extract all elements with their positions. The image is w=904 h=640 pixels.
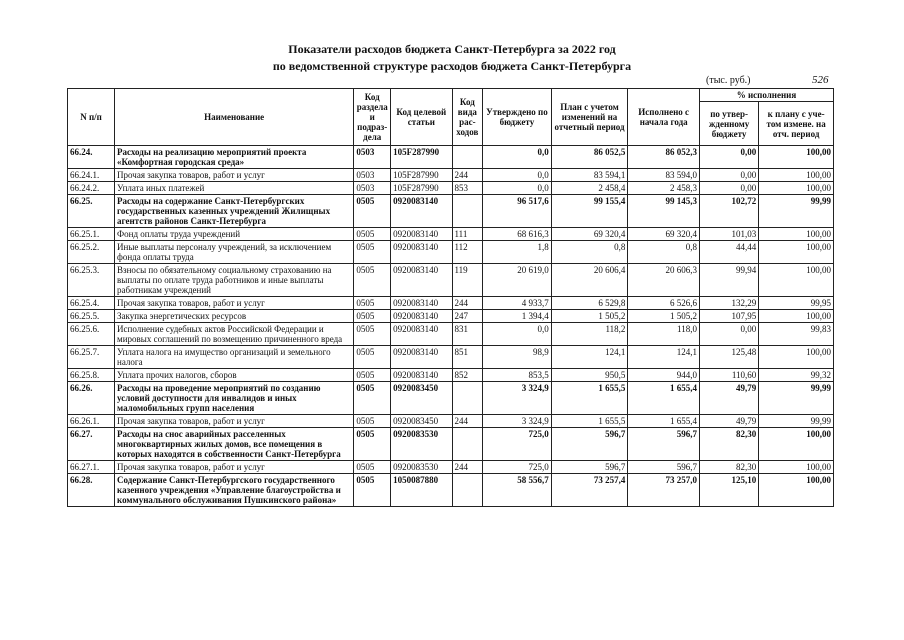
row-pct-plan: 100,00 — [759, 241, 834, 264]
row-approved: 3 324,9 — [483, 415, 552, 428]
row-approved: 853,5 — [483, 369, 552, 382]
header-approved: Утверждено по бюджету — [483, 89, 552, 146]
row-executed: 118,0 — [628, 323, 700, 346]
row-vid-code: 852 — [452, 369, 483, 382]
table-row — [68, 169, 834, 182]
row-executed: 596,7 — [628, 428, 700, 461]
row-vid-code — [452, 146, 483, 169]
row-name: Прочая закупка товаров, работ и услуг — [115, 297, 354, 310]
row-number: 66.26. — [68, 382, 115, 415]
row-plan: 124,1 — [551, 346, 628, 369]
row-name: Прочая закупка товаров, работ и услуг — [115, 461, 354, 474]
row-approved: 4 933,7 — [483, 297, 552, 310]
row-pct-approved: 107,95 — [699, 310, 758, 323]
row-approved: 0,0 — [483, 146, 552, 169]
row-pct-plan: 100,00 — [759, 428, 834, 461]
row-razdel-code: 0505 — [354, 474, 391, 507]
row-approved: 98,9 — [483, 346, 552, 369]
row-name: Фонд оплаты труда учреждений — [115, 228, 354, 241]
table-row — [68, 241, 834, 264]
row-razdel-code: 0503 — [354, 146, 391, 169]
row-number: 66.25.3. — [68, 264, 115, 297]
row-pct-approved: 44,44 — [699, 241, 758, 264]
row-approved: 725,0 — [483, 428, 552, 461]
row-approved: 725,0 — [483, 461, 552, 474]
row-number: 66.26.1. — [68, 415, 115, 428]
row-plan: 950,5 — [551, 369, 628, 382]
row-vid-code: 244 — [452, 297, 483, 310]
row-executed: 1 655,4 — [628, 382, 700, 415]
row-target-code: 0920083450 — [391, 415, 452, 428]
row-executed: 1 655,4 — [628, 415, 700, 428]
row-pct-plan: 100,00 — [759, 264, 834, 297]
row-number: 66.25.5. — [68, 310, 115, 323]
row-executed: 2 458,3 — [628, 182, 700, 195]
row-plan: 99 155,4 — [551, 195, 628, 228]
row-approved: 0,0 — [483, 169, 552, 182]
table-row — [68, 182, 834, 195]
row-vid-code: 112 — [452, 241, 483, 264]
table-row — [68, 310, 834, 323]
row-approved: 68 616,3 — [483, 228, 552, 241]
table-row — [68, 264, 834, 297]
row-pct-plan: 100,00 — [759, 461, 834, 474]
row-executed: 0,8 — [628, 241, 700, 264]
table-row — [68, 228, 834, 241]
row-approved: 1 394,4 — [483, 310, 552, 323]
header-target: Код целевой статьи — [391, 89, 452, 146]
row-pct-plan: 99,32 — [759, 369, 834, 382]
row-target-code: 105F287990 — [391, 182, 452, 195]
row-pct-plan: 100,00 — [759, 474, 834, 507]
row-razdel-code: 0505 — [354, 195, 391, 228]
row-executed: 99 145,3 — [628, 195, 700, 228]
header-pct-approved: по утвер-жденному бюджету — [699, 102, 758, 146]
table-row — [68, 369, 834, 382]
row-target-code: 105F287990 — [391, 146, 452, 169]
table-row — [68, 146, 834, 169]
row-approved: 20 619,0 — [483, 264, 552, 297]
row-pct-plan: 99,83 — [759, 323, 834, 346]
row-razdel-code: 0505 — [354, 228, 391, 241]
row-number: 66.28. — [68, 474, 115, 507]
row-target-code: 0920083140 — [391, 310, 452, 323]
row-number: 66.24.1. — [68, 169, 115, 182]
row-name: Уплата прочих налогов, сборов — [115, 369, 354, 382]
row-razdel-code: 0505 — [354, 310, 391, 323]
row-name: Закупка энергетических ресурсов — [115, 310, 354, 323]
row-target-code: 0920083140 — [391, 369, 452, 382]
row-plan: 1 655,5 — [551, 415, 628, 428]
row-name: Прочая закупка товаров, работ и услуг — [115, 169, 354, 182]
row-pct-approved: 99,94 — [699, 264, 758, 297]
row-plan: 69 320,4 — [551, 228, 628, 241]
row-plan: 2 458,4 — [551, 182, 628, 195]
row-vid-code — [452, 195, 483, 228]
row-target-code: 0920083530 — [391, 428, 452, 461]
header-pct-plan: к плану с уче-том измене. на отч. период — [759, 102, 834, 146]
header-pct-group: % исполнения — [699, 89, 833, 102]
row-approved: 0,0 — [483, 323, 552, 346]
row-executed: 83 594,0 — [628, 169, 700, 182]
row-pct-approved: 110,60 — [699, 369, 758, 382]
table-row — [68, 474, 834, 507]
table-row — [68, 382, 834, 415]
row-executed: 69 320,4 — [628, 228, 700, 241]
row-plan: 73 257,4 — [551, 474, 628, 507]
row-target-code: 0920083140 — [391, 323, 452, 346]
row-pct-plan: 99,99 — [759, 195, 834, 228]
header-name: Наименование — [115, 89, 354, 146]
table-row — [68, 346, 834, 369]
row-razdel-code: 0505 — [354, 428, 391, 461]
row-target-code: 0920083140 — [391, 195, 452, 228]
row-pct-plan: 99,95 — [759, 297, 834, 310]
table-row — [68, 415, 834, 428]
row-vid-code — [452, 382, 483, 415]
row-plan: 86 052,5 — [551, 146, 628, 169]
row-pct-plan: 99,99 — [759, 382, 834, 415]
units-label: (тыс. руб.) — [706, 75, 751, 86]
row-name: Иные выплаты персоналу учреждений, за исключением фонда оплаты труда — [115, 241, 354, 264]
row-plan: 83 594,1 — [551, 169, 628, 182]
row-name: Прочая закупка товаров, работ и услуг — [115, 415, 354, 428]
row-number: 66.25. — [68, 195, 115, 228]
row-number: 66.25.4. — [68, 297, 115, 310]
row-razdel-code: 0505 — [354, 415, 391, 428]
row-target-code: 0920083140 — [391, 228, 452, 241]
row-target-code: 0920083140 — [391, 297, 452, 310]
row-razdel-code: 0505 — [354, 461, 391, 474]
row-pct-plan: 100,00 — [759, 346, 834, 369]
budget-table — [67, 88, 834, 507]
row-executed: 124,1 — [628, 346, 700, 369]
row-target-code: 0920083140 — [391, 264, 452, 297]
row-plan: 596,7 — [551, 461, 628, 474]
row-executed: 86 052,3 — [628, 146, 700, 169]
row-pct-plan: 99,99 — [759, 415, 834, 428]
row-pct-approved: 0,00 — [699, 323, 758, 346]
row-razdel-code: 0503 — [354, 182, 391, 195]
row-pct-approved: 132,29 — [699, 297, 758, 310]
row-approved: 1,8 — [483, 241, 552, 264]
row-pct-approved: 125,48 — [699, 346, 758, 369]
row-number: 66.25.7. — [68, 346, 115, 369]
row-name: Расходы на снос аварийных расселенных многоквартирных жилых домов, все помещения в которых находятся в собственности Санкт-Петербурга — [115, 428, 354, 461]
row-vid-code: 119 — [452, 264, 483, 297]
row-razdel-code: 0505 — [354, 297, 391, 310]
table-row — [68, 461, 834, 474]
header-executed: Исполнено с начала года — [628, 89, 700, 146]
row-razdel-code: 0505 — [354, 264, 391, 297]
row-vid-code: 853 — [452, 182, 483, 195]
document-title-line-2: по ведомственной структуре расходов бюджета Санкт-Петербурга — [272, 59, 632, 73]
row-executed: 73 257,0 — [628, 474, 700, 507]
row-executed: 6 526,6 — [628, 297, 700, 310]
row-plan: 1 505,2 — [551, 310, 628, 323]
row-name: Исполнение судебных актов Российской Федерации и мировых соглашений по возмещению причиненного вреда — [115, 323, 354, 346]
row-vid-code: 831 — [452, 323, 483, 346]
row-vid-code — [452, 428, 483, 461]
header-num: N п/п — [68, 89, 115, 146]
row-razdel-code: 0505 — [354, 369, 391, 382]
row-pct-approved: 125,10 — [699, 474, 758, 507]
row-approved: 0,0 — [483, 182, 552, 195]
row-executed: 596,7 — [628, 461, 700, 474]
row-executed: 944,0 — [628, 369, 700, 382]
row-plan: 0,8 — [551, 241, 628, 264]
row-plan: 20 606,4 — [551, 264, 628, 297]
table-row — [68, 297, 834, 310]
row-name: Взносы по обязательному социальному страхованию на выплаты по оплате труда работников и иные выплаты работникам учреждений — [115, 264, 354, 297]
row-vid-code: 244 — [452, 461, 483, 474]
row-pct-approved: 102,72 — [699, 195, 758, 228]
header-vid: Код вида рас-ходов — [452, 89, 483, 146]
row-name: Расходы на проведение мероприятий по созданию условий доступности для инвалидов и иных маломобильных групп населения — [115, 382, 354, 415]
row-plan: 596,7 — [551, 428, 628, 461]
row-pct-approved: 0,00 — [699, 146, 758, 169]
row-razdel-code: 0505 — [354, 346, 391, 369]
row-pct-approved: 0,00 — [699, 169, 758, 182]
row-pct-plan: 100,00 — [759, 182, 834, 195]
row-number: 66.24. — [68, 146, 115, 169]
table-row — [68, 323, 834, 346]
row-pct-plan: 100,00 — [759, 228, 834, 241]
row-name: Содержание Санкт-Петербургского государственного казенного учреждения «Управление благоустройства и коммунального обслуживания Пушкинского района» — [115, 474, 354, 507]
row-pct-approved: 101,03 — [699, 228, 758, 241]
row-executed: 1 505,2 — [628, 310, 700, 323]
row-vid-code: 851 — [452, 346, 483, 369]
row-target-code: 0920083530 — [391, 461, 452, 474]
row-number: 66.25.8. — [68, 369, 115, 382]
row-approved: 58 556,7 — [483, 474, 552, 507]
row-plan: 6 529,8 — [551, 297, 628, 310]
row-number: 66.24.2. — [68, 182, 115, 195]
row-pct-approved: 49,79 — [699, 415, 758, 428]
page-number: 526 — [812, 74, 829, 86]
row-target-code: 1050087880 — [391, 474, 452, 507]
header-razdel: Код раздела и подраз-дела — [354, 89, 391, 146]
row-approved: 3 324,9 — [483, 382, 552, 415]
table-row — [68, 428, 834, 461]
row-name: Уплата иных платежей — [115, 182, 354, 195]
row-name: Уплата налога на имущество организаций и земельного налога — [115, 346, 354, 369]
document-title-line-1: Показатели расходов бюджета Санкт-Петербурга за 2022 год — [288, 42, 616, 56]
row-target-code: 0920083450 — [391, 382, 452, 415]
row-number: 66.25.6. — [68, 323, 115, 346]
header-plan: План с учетом изменений на отчетный период — [551, 89, 628, 146]
row-target-code: 0920083140 — [391, 241, 452, 264]
row-vid-code: 244 — [452, 415, 483, 428]
row-number: 66.27. — [68, 428, 115, 461]
row-razdel-code: 0505 — [354, 323, 391, 346]
row-pct-plan: 100,00 — [759, 146, 834, 169]
row-pct-approved: 49,79 — [699, 382, 758, 415]
row-pct-plan: 100,00 — [759, 310, 834, 323]
row-approved: 96 517,6 — [483, 195, 552, 228]
row-name: Расходы на реализацию мероприятий проекта «Комфортная городская среда» — [115, 146, 354, 169]
row-razdel-code: 0505 — [354, 241, 391, 264]
row-vid-code: 247 — [452, 310, 483, 323]
row-pct-approved: 82,30 — [699, 428, 758, 461]
table-body — [68, 146, 834, 507]
row-vid-code: 111 — [452, 228, 483, 241]
table-row — [68, 195, 834, 228]
row-number: 66.25.2. — [68, 241, 115, 264]
row-razdel-code: 0503 — [354, 169, 391, 182]
row-target-code: 105F287990 — [391, 169, 452, 182]
row-number: 66.25.1. — [68, 228, 115, 241]
row-target-code: 0920083140 — [391, 346, 452, 369]
row-pct-plan: 100,00 — [759, 169, 834, 182]
row-vid-code — [452, 474, 483, 507]
row-plan: 1 655,5 — [551, 382, 628, 415]
row-plan: 118,2 — [551, 323, 628, 346]
row-razdel-code: 0505 — [354, 382, 391, 415]
row-vid-code: 244 — [452, 169, 483, 182]
row-pct-approved: 82,30 — [699, 461, 758, 474]
row-executed: 20 606,3 — [628, 264, 700, 297]
row-name: Расходы на содержание Санкт-Петербургских государственных казенных учреждений Жилищных агентств районов Санкт-Петербурга — [115, 195, 354, 228]
row-pct-approved: 0,00 — [699, 182, 758, 195]
row-number: 66.27.1. — [68, 461, 115, 474]
